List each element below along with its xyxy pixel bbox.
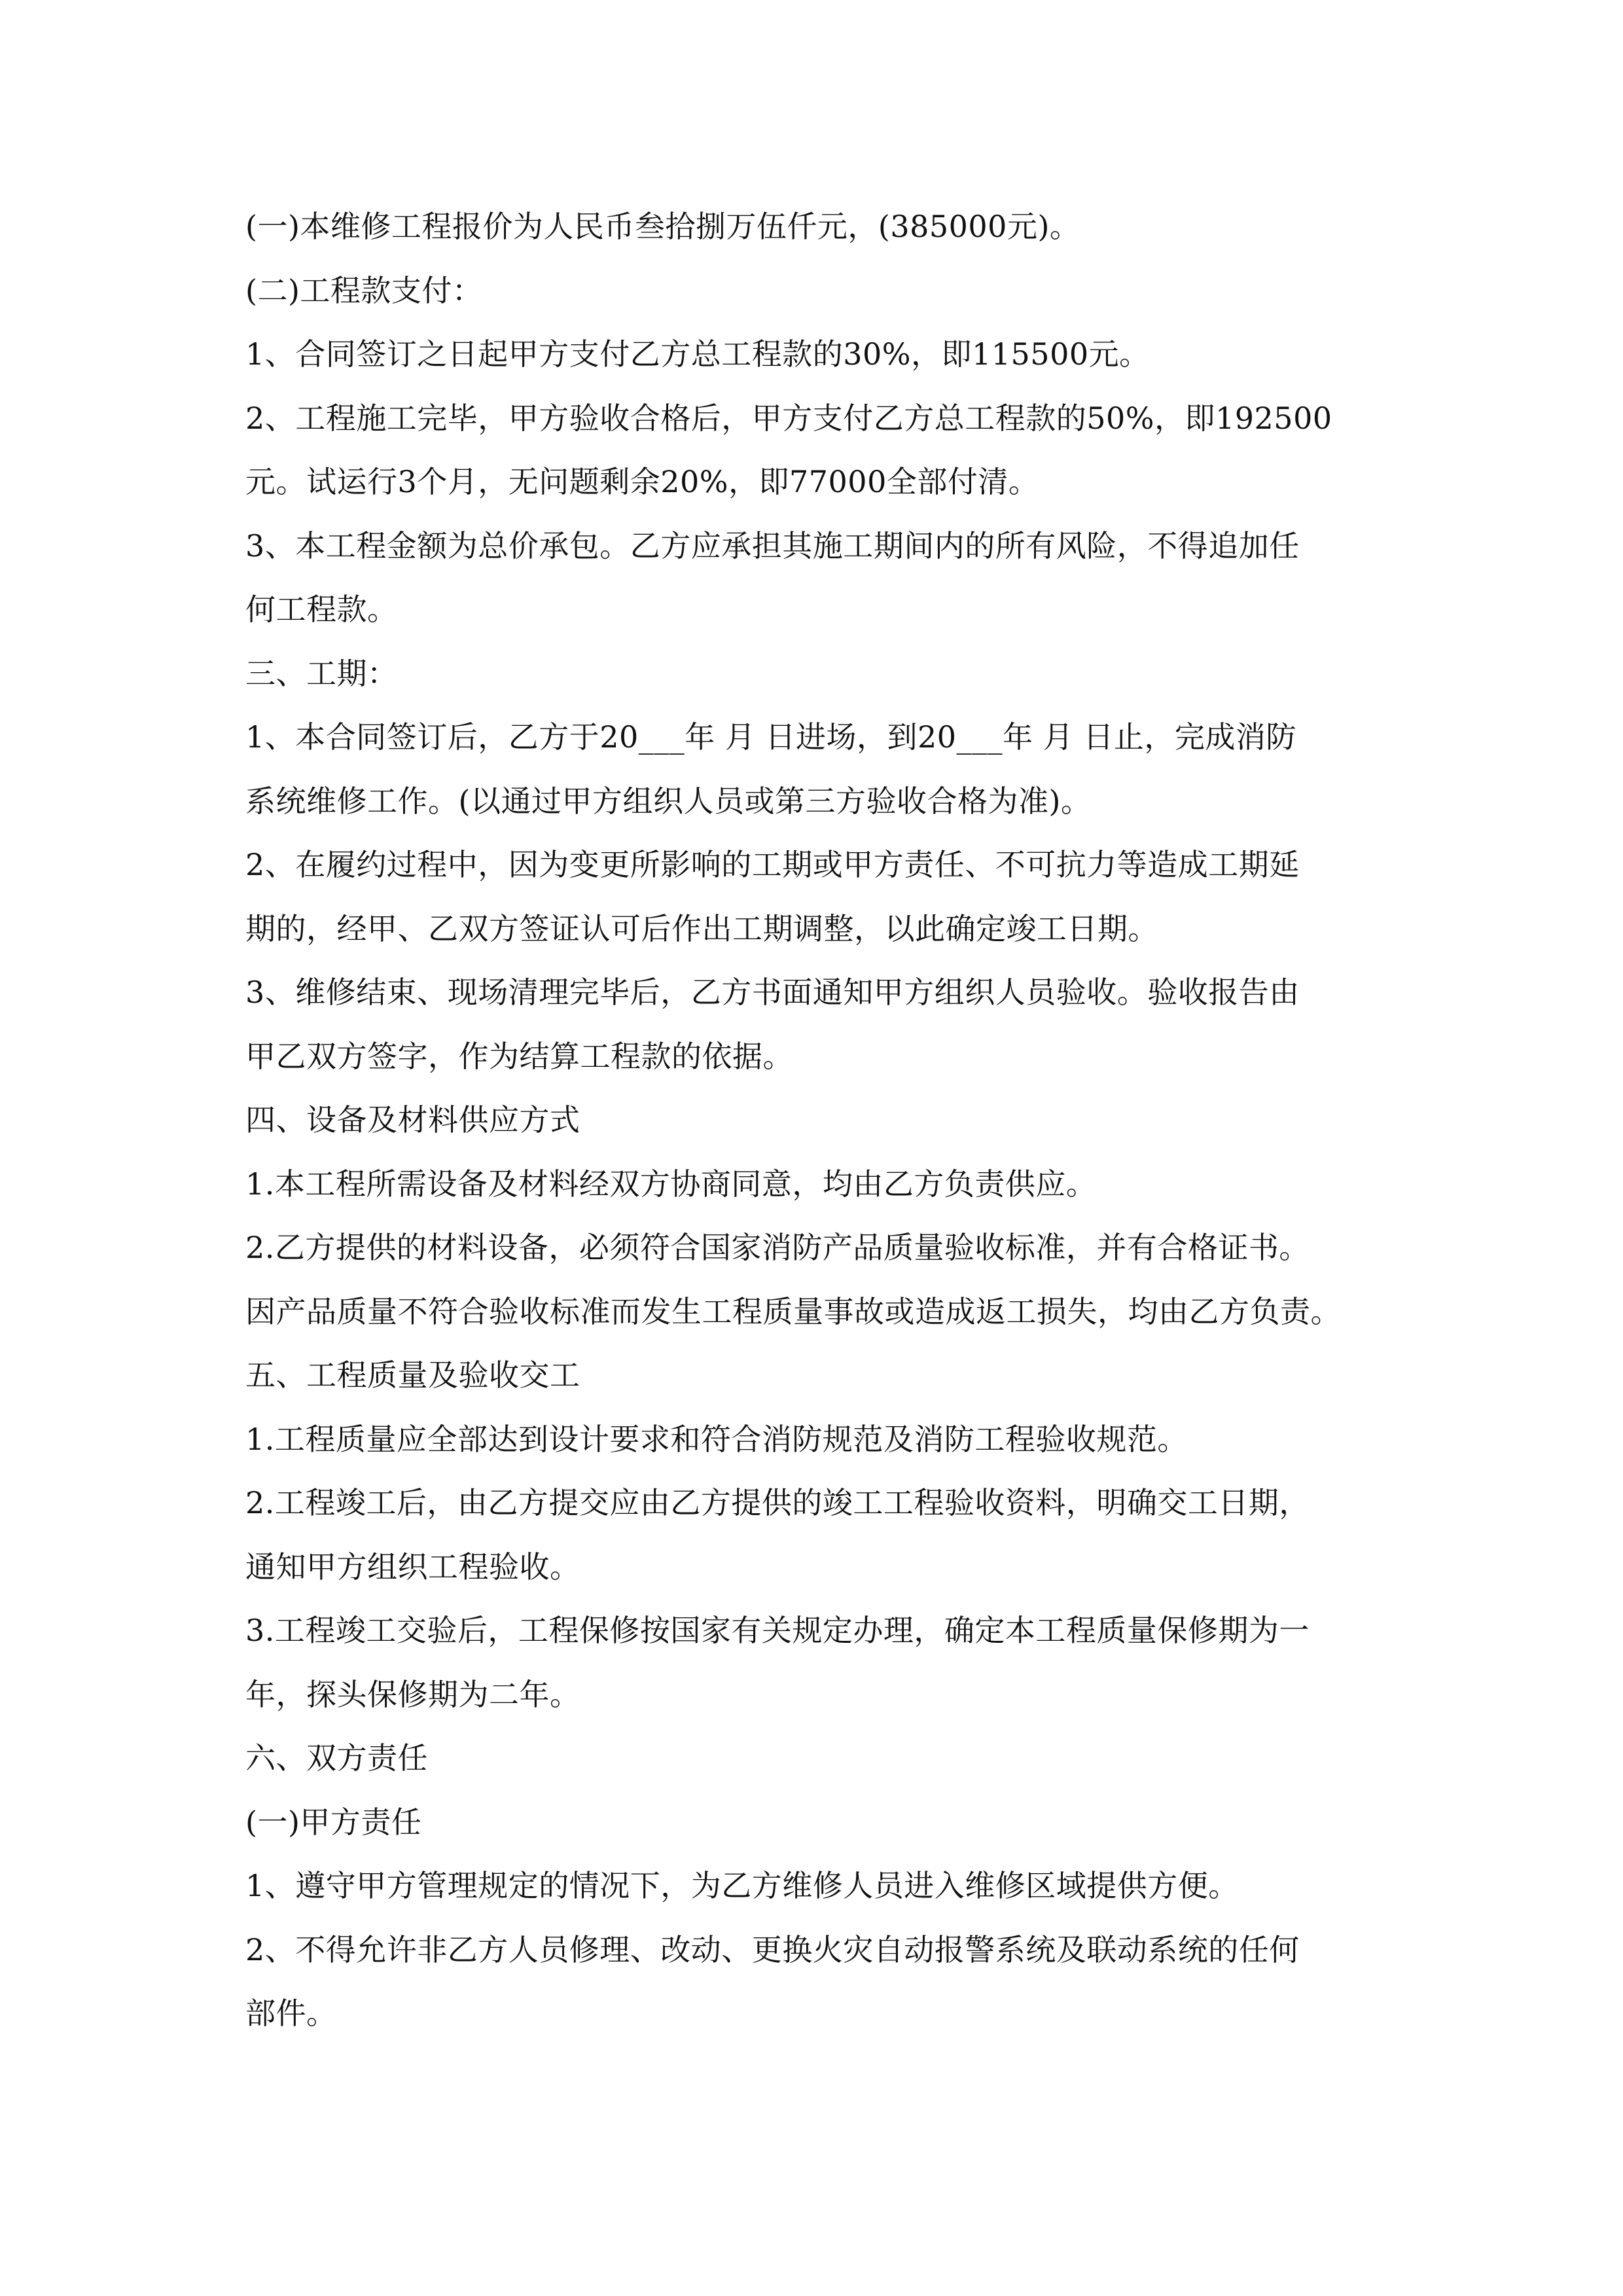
quality-item-2-line-1: 2.工程竣工后，由乙方提交应由乙方提供的竣工工程验收资料，明确交工日期， — [245, 1485, 1310, 1520]
quality-heading: 五、工程质量及验收交工 — [245, 1357, 580, 1393]
supply-heading: 四、设备及材料供应方式 — [245, 1102, 580, 1138]
party-a-item-2-line-1: 2、不得允许非乙方人员修理、改动、更换火灾自动报警系统及联动系统的任何 — [245, 1931, 1300, 1967]
supply-item-1: 1.本工程所需设备及材料经双方协商同意，均由乙方负责供应。 — [245, 1166, 1097, 1202]
quality-item-3-line-2: 年，探头保修期为二年。 — [245, 1676, 580, 1712]
schedule-item-1-line-1: 1、本合同签订后，乙方于20___年 月 日进场，到20___年 月 日止，完成消防 — [245, 719, 1296, 755]
schedule-item-2-line-1: 2、在履约过程中，因为变更所影响的工期或甲方责任、不可抗力等造成工期延 — [245, 847, 1300, 882]
payment-item-1: 1、合同签订之日起甲方支付乙方总工程款的30%，即115500元。 — [245, 336, 1150, 372]
quality-item-2-line-2: 通知甲方组织工程验收。 — [245, 1549, 580, 1585]
schedule-heading: 三、工期： — [245, 655, 398, 691]
quality-item-3-line-1: 3.工程竣工交验后，工程保修按国家有关规定办理，确定本工程质量保修期为一 — [245, 1613, 1310, 1648]
responsibility-heading: 六、双方责任 — [245, 1740, 428, 1776]
schedule-item-2-line-2: 期的，经甲、乙双方签证认可后作出工期调整，以此确定竣工日期。 — [245, 910, 1158, 946]
payment-heading: (二)工程款支付： — [245, 272, 483, 308]
quality-item-1: 1.工程质量应全部达到设计要求和符合消防规范及消防工程验收规范。 — [245, 1421, 1188, 1457]
payment-item-2-line-1: 2、工程施工完毕，甲方验收合格后，甲方支付乙方总工程款的50%，即192500 — [245, 400, 1332, 436]
party-a-heading: (一)甲方责任 — [245, 1804, 422, 1840]
schedule-item-1-line-2: 系统维修工作。(以通过甲方组织人员或第三方验收合格为准)。 — [245, 783, 1092, 819]
schedule-item-3-line-2: 甲乙双方签字，作为结算工程款的依据。 — [245, 1038, 793, 1074]
supply-item-2-line-2: 因产品质量不符合验收标准而发生工程质量事故或造成返工损失，均由乙方负责。 — [245, 1293, 1341, 1329]
price-clause: (一)本维修工程报价为人民币叁拾捌万伍仟元，(385000元)。 — [245, 209, 1080, 244]
party-a-item-1: 1、遵守甲方管理规定的情况下，为乙方维修人员进入维修区域提供方便。 — [245, 1868, 1239, 1903]
schedule-item-3-line-1: 3、维修结束、现场清理完毕后，乙方书面通知甲方组织人员验收。验收报告由 — [245, 975, 1300, 1010]
supply-item-2-line-1: 2.乙方提供的材料设备，必须符合国家消防产品质量验收标准，并有合格证书。 — [245, 1230, 1310, 1265]
party-a-item-2-line-2: 部件。 — [245, 1996, 337, 2031]
contract-body — [245, 195, 1397, 2046]
payment-item-2-line-2: 元。试运行3个月，无问题剩余20%，即77000全部付清。 — [245, 464, 1039, 499]
payment-item-3-line-1: 3、本工程金额为总价承包。乙方应承担其施工期间内的所有风险，不得追加任 — [245, 528, 1300, 564]
payment-item-3-line-2: 何工程款。 — [245, 592, 398, 627]
